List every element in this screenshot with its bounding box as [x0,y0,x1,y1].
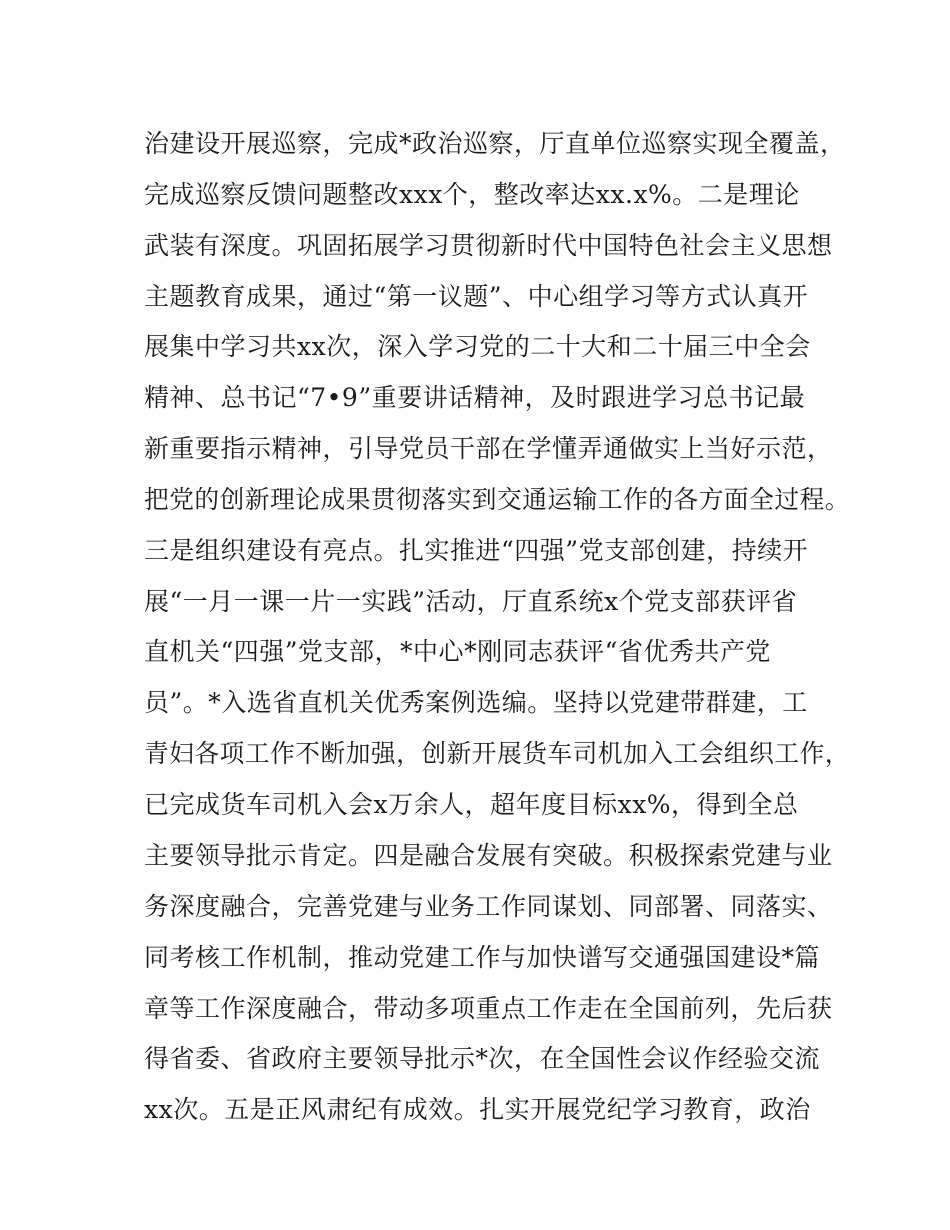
text-line: 精神、总书记“7•9”重要讲话精神，及时跟进学习总书记最 [144,383,806,412]
text-line: 武装有深度。巩固拓展学习贯彻新时代中国特色社会主义思想 [144,231,833,260]
text-line: 三是组织建设有亮点。扎实推进“四强”党支部创建，持续开 [144,536,809,565]
text-line: 展集中学习共xx次，深入学习党的二十大和二十届三中全会 [144,332,811,361]
text-line: 已完成货车司机入会x万余人，超年度目标xx%，得到全总 [144,790,799,819]
text-line: xx次。五是正风肃纪有成效。扎实开展党纪学习教育，政治 [144,1095,811,1124]
text-line: 主题教育成果，通过“第一议题”、中心组学习等方式认真开 [144,282,809,311]
text-line: 直机关“四强”党支部，*中心*刚同志获评“省优秀共产党 [144,637,771,666]
text-line: 同考核工作机制，推动党建工作与加快谱写交通强国建设*篇 [144,943,821,972]
text-line: 得省委、省政府主要领导批示*次，在全国性会议作经验交流 [144,1044,821,1073]
text-line: 章等工作深度融合，带动多项重点工作走在全国前列，先后获 [144,994,833,1023]
text-line: 务深度融合，完善党建与业务工作同谋划、同部署、同落实、 [144,892,833,921]
text-line: 展“一月一课一片一实践”活动，厅直系统x个党支部获评省 [144,587,798,616]
text-line: 青妇各项工作不断加强，创新开展货车司机加入工会组织工作， [144,739,851,768]
text-line: 员”。*入选省直机关优秀案例选编。坚持以党建带群建，工 [144,688,808,717]
text-line: 完成巡察反馈问题整改xxx个，整改率达xx.x%。二是理论 [144,180,800,209]
text-line: 把党的创新理论成果贯彻落实到交通运输工作的各方面全过程。 [144,485,851,514]
text-line: 治建设开展巡察，完成*政治巡察，厅直单位巡察实现全覆盖， [144,129,846,158]
text-line: 主要领导批示肯定。四是融合发展有突破。积极探索党建与业 [144,841,833,870]
text-line: 新重要指示精神，引导党员干部在学懂弄通做实上当好示范， [144,434,833,463]
